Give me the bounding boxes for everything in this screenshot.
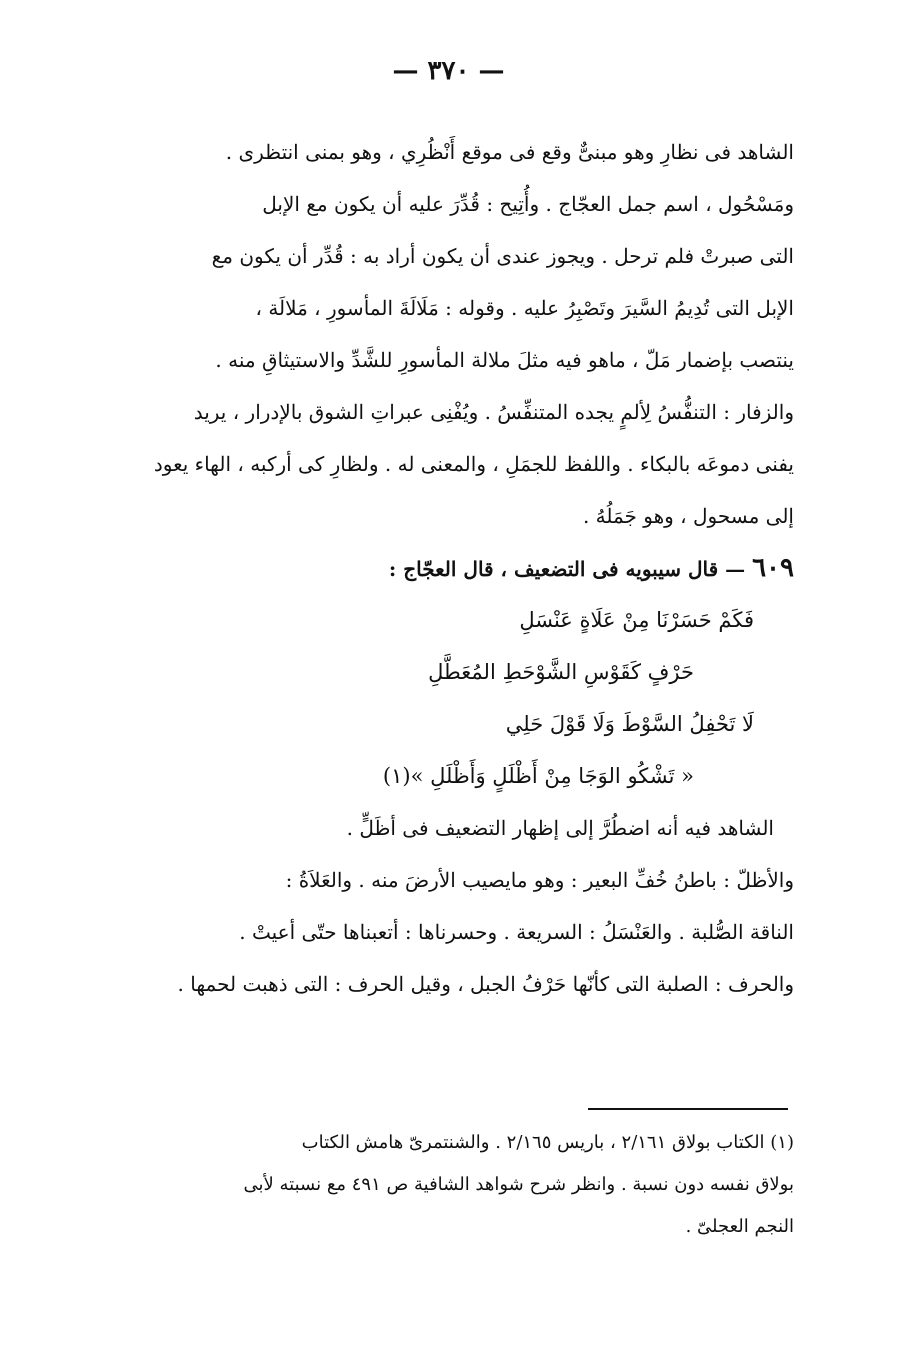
- text-line: ومَسْحُول ، اسم جمل العجّاج . وأُتِيح : قُدِّرَ عليه أن يكون مع الإبل: [262, 192, 794, 216]
- text-line: التى صبرتْ فلم ترحل . ويجوز عندى أن يكون أراد به : قُدِّر أن يكون مع: [211, 244, 794, 268]
- text-line: الإبل التى تُدِيمُ السَّيرَ وتَصْبِرُ عليه . وقوله : مَلَالَةَ المأسورِ ، مَلالَة ،: [255, 296, 794, 320]
- section-number: ٦٠٩: [752, 553, 794, 583]
- text-line: يفنى دموعَه بالبكاء . واللفظ للجمَلِ ، والمعنى له . ولظارِ كى أركبه ، الهاء يعود: [153, 452, 794, 476]
- footnote-divider: [588, 1108, 788, 1110]
- verse-line: « تَشْكُو الوَجَا مِنْ أَظْلَلٍ وَأَظْلَلِ »(١): [382, 764, 694, 788]
- footnote-line: (١) الكتاب بولاق ٢/١٦١ ، باريس ٢/١٦٥ . والشنتمرىّ هامش الكتاب: [301, 1132, 794, 1153]
- section-heading-text: — قال سيبويه فى التضعيف ، قال العجّاج :: [388, 557, 746, 581]
- verse-line: لَا تَحْفِلُ السَّوْطَ وَلَا قَوْلَ حَلِي: [505, 712, 754, 736]
- text-line: والحرف : الصلبة التى كأنّها حَرْفُ الجبل ، وقيل الحرف : التى ذهبت لحمها .: [177, 972, 794, 996]
- page-number: — ٣٧٠ —: [392, 56, 505, 86]
- verse-line: حَرْفٍ كَقَوْسِ الشَّوْحَطِ المُعَطَّلِ: [428, 660, 694, 684]
- text-line: الشاهد فى نظارِ وهو مبنىٌّ وقع فى موقع أَنْظُرِي ، وهو بمنى انتظرى .: [225, 140, 794, 164]
- footnote-line: النجم العجلىّ .: [685, 1216, 794, 1237]
- text-line: والأظلّ : باطنُ خُفِّ البعير : وهو مايصيب الأرضَ منه . والعَلاَةُ :: [285, 868, 794, 892]
- main-text: [118, 126, 794, 1010]
- text-line: ينتصب بإضمار مَلّ ، ماهو فيه مثلَ ملالة المأسورِ للشَّدِّ والاستيثاقِ منه .: [215, 348, 794, 372]
- footnote-line: بولاق نفسه دون نسبة . وانظر شرح شواهد الشافية ص ٤٩١ مع نسبته لأبى: [243, 1174, 794, 1195]
- text-line: الشاهد فيه أنه اضطُرَّ إلى إظهار التضعيف فى أظَلٍّ .: [346, 816, 774, 840]
- text-line: إلى مسحول ، وهو جَمَلُهُ .: [582, 504, 794, 528]
- verse-line: فَكَمْ حَسَرْنَا مِنْ عَلَاةٍ عَنْسَلِ: [519, 608, 754, 632]
- text-line: الناقة الصُّلبة . والعَنْسَلُ : السريعة . وحسرناها : أتعبناها حتّى أعيتْ .: [239, 920, 794, 944]
- section-heading: [118, 542, 794, 594]
- text-line: والزفار : التنفُّسُ لِألمٍ يجده المتنفِّسُ . ويُفْنِى عبراتِ الشوق بالإدرار ، يريد: [193, 400, 794, 424]
- footnotes: [118, 1122, 794, 1248]
